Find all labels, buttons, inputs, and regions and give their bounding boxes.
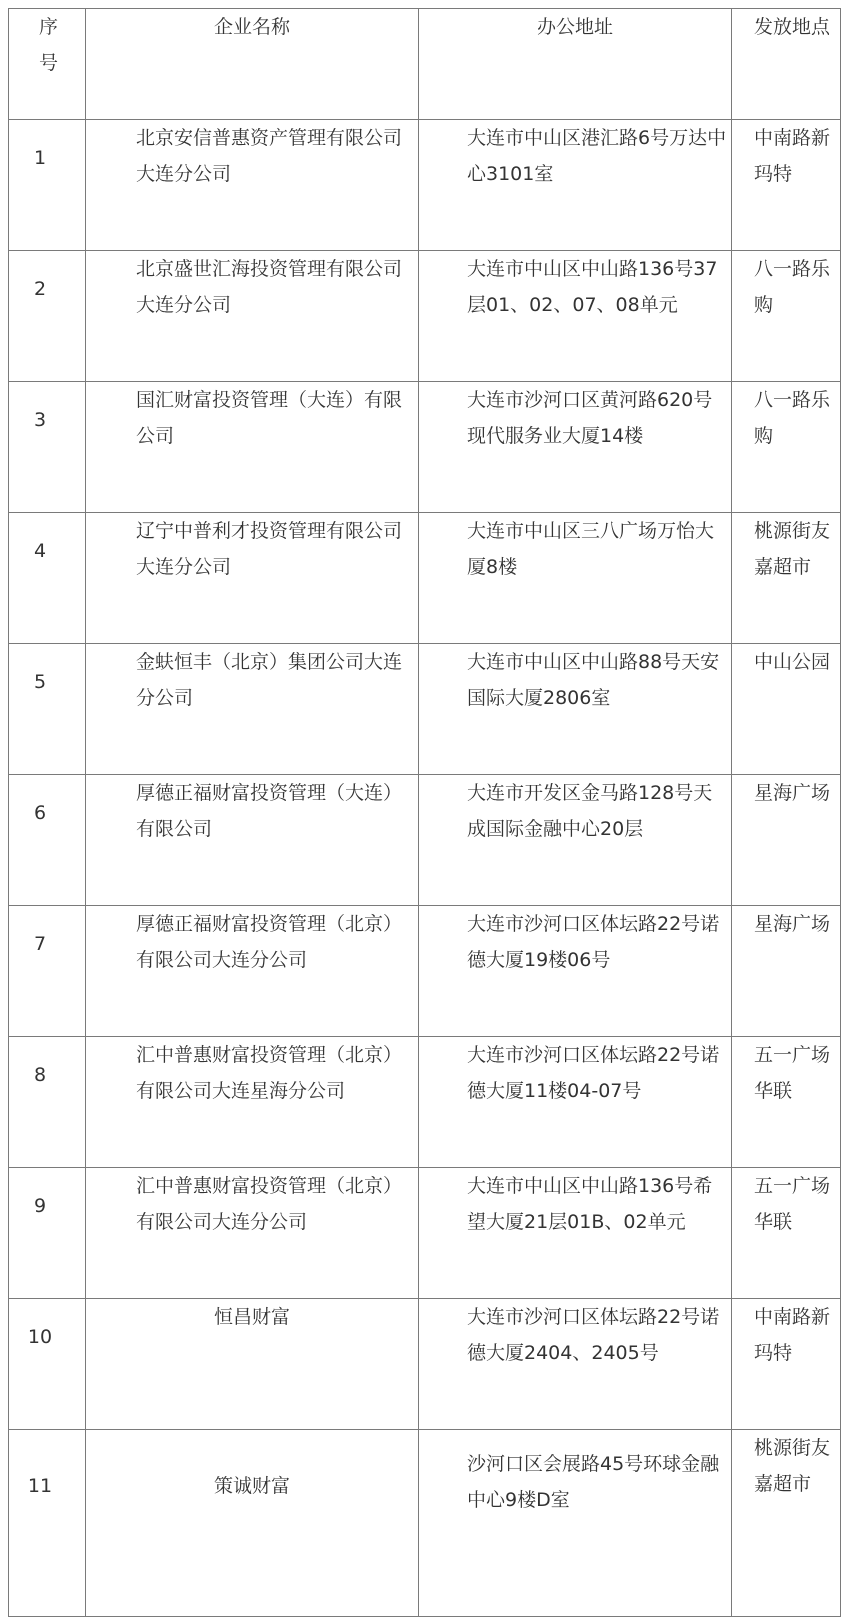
table-row — [9, 1168, 841, 1299]
cell-name: 厚德正福财富投资管理（大连）有限公司 — [86, 775, 419, 906]
table-row — [9, 1299, 841, 1430]
cell-name: 辽宁中普利才投资管理有限公司大连分公司 — [86, 513, 419, 644]
cell-address: 大连市中山区三八广场万怡大厦8楼 — [419, 513, 732, 644]
cell-address: 大连市沙河口区体坛路22号诺德大厦2404、2405号 — [419, 1299, 732, 1430]
cell-no: 5 — [9, 644, 86, 775]
table-row — [9, 120, 841, 251]
cell-name: 北京盛世汇海投资管理有限公司大连分公司 — [86, 251, 419, 382]
cell-no: 9 — [9, 1168, 86, 1299]
table-row — [9, 906, 841, 1037]
cell-name: 汇中普惠财富投资管理（北京）有限公司大连星海分公司 — [86, 1037, 419, 1168]
cell-distribution: 桃源街友嘉超市 — [732, 513, 841, 644]
cell-name: 金蚨恒丰（北京）集团公司大连分公司 — [86, 644, 419, 775]
cell-address: 大连市中山区中山路136号希望大厦21层01B、02单元 — [419, 1168, 732, 1299]
table-body — [9, 9, 841, 1617]
cell-distribution: 八一路乐购 — [732, 382, 841, 513]
cell-distribution: 中山公园 — [732, 644, 841, 775]
table-row — [9, 382, 841, 513]
cell-name: 策诚财富 — [86, 1430, 419, 1617]
table-header-row — [9, 9, 841, 120]
cell-no: 6 — [9, 775, 86, 906]
cell-distribution: 星海广场 — [732, 906, 841, 1037]
cell-distribution: 中南路新玛特 — [732, 120, 841, 251]
cell-no: 3 — [9, 382, 86, 513]
table-row — [9, 775, 841, 906]
table-row — [9, 1430, 841, 1617]
cell-address: 大连市沙河口区体坛路22号诺德大厦11楼04-07号 — [419, 1037, 732, 1168]
cell-address: 沙河口区会展路45号环球金融中心9楼D室 — [419, 1430, 732, 1617]
cell-name: 国汇财富投资管理（大连）有限公司 — [86, 382, 419, 513]
cell-address: 大连市沙河口区黄河路620号现代服务业大厦14楼 — [419, 382, 732, 513]
cell-distribution: 桃源街友嘉超市 — [732, 1430, 841, 1617]
cell-name: 恒昌财富 — [86, 1299, 419, 1430]
cell-no: 4 — [9, 513, 86, 644]
cell-address: 大连市开发区金马路128号天成国际金融中心20层 — [419, 775, 732, 906]
cell-no: 11 — [9, 1430, 86, 1617]
cell-no: 10 — [9, 1299, 86, 1430]
table-row — [9, 513, 841, 644]
cell-distribution: 五一广场华联 — [732, 1037, 841, 1168]
cell-address: 大连市沙河口区体坛路22号诺德大厦19楼06号 — [419, 906, 732, 1037]
cell-name: 厚德正福财富投资管理（北京）有限公司大连分公司 — [86, 906, 419, 1037]
cell-address: 大连市中山区中山路136号37层01、02、07、08单元 — [419, 251, 732, 382]
cell-name: 北京安信普惠资产管理有限公司大连分公司 — [86, 120, 419, 251]
table-row — [9, 251, 841, 382]
cell-name: 汇中普惠财富投资管理（北京）有限公司大连分公司 — [86, 1168, 419, 1299]
cell-distribution: 星海广场 — [732, 775, 841, 906]
cell-address: 大连市中山区中山路88号天安国际大厦2806室 — [419, 644, 732, 775]
header-name: 企业名称 — [86, 9, 419, 120]
cell-address: 大连市中山区港汇路6号万达中心3101室 — [419, 120, 732, 251]
cell-distribution: 八一路乐购 — [732, 251, 841, 382]
cell-no: 2 — [9, 251, 86, 382]
table-row — [9, 644, 841, 775]
header-distribution: 发放地点 — [732, 9, 841, 120]
cell-distribution: 中南路新玛特 — [732, 1299, 841, 1430]
cell-no: 1 — [9, 120, 86, 251]
company-table — [8, 8, 841, 1617]
cell-no: 8 — [9, 1037, 86, 1168]
cell-no: 7 — [9, 906, 86, 1037]
header-address: 办公地址 — [419, 9, 732, 120]
table-row — [9, 1037, 841, 1168]
header-no: 序号 — [9, 9, 86, 120]
cell-distribution: 五一广场华联 — [732, 1168, 841, 1299]
